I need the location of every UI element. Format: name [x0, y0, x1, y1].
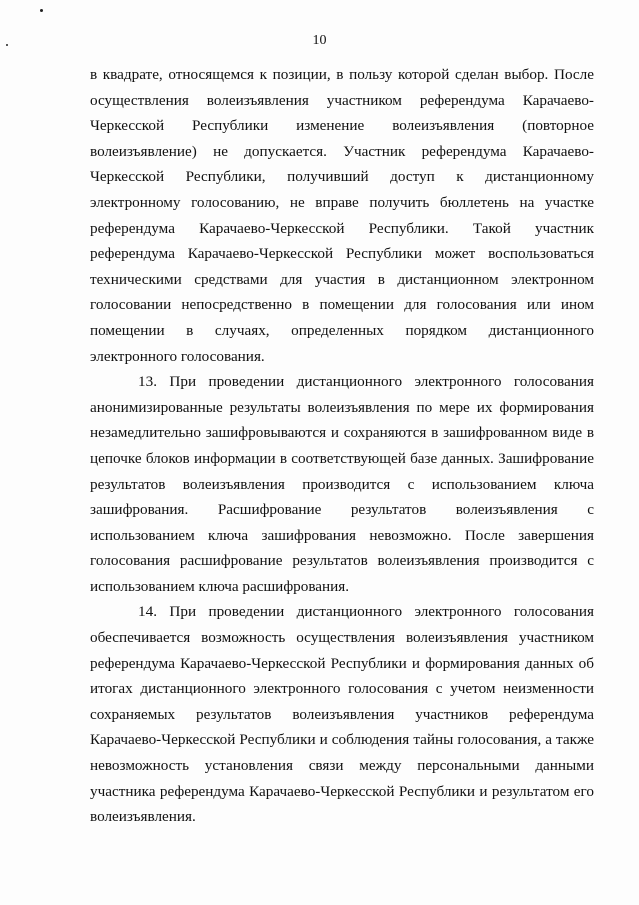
page-number: 10	[312, 33, 327, 48]
scan-speck	[40, 9, 43, 12]
document-body	[90, 62, 594, 830]
paragraph-item-13: 13. При проведении дистанционного электронного голосования анонимизированные результаты волеизъявления по мере их формирования незамедлительно зашифровываются и сохраняются в зашифрованном виде в цепочке блоков информации в соответствующей базе данных. Зашифрование результатов волеизъявления производится с использованием ключа зашифрования. Расшифрование результатов волеизъявления с использованием ключа зашифрования невозможно. После завершения голосования расшифрование результатов волеизъявления производится с использованием ключа расшифрования.	[90, 373, 594, 595]
paragraph-item-14: 14. При проведении дистанционного электронного голосования обеспечивается возможность осуществления волеизъявления участником референдума Карачаево-Черкесской Республики и формирования данных об итогах дистанционного электронного голосования с учетом неизменности сохраняемых результатов волеизъявления участников референдума Карачаево-Черкесской Республики и соблюдения тайны голосования, а также невозможность установления связи между персональными данными участника референдума Карачаево-Черкесской Республики и результатом его волеизъявления.	[90, 603, 594, 826]
paragraph-continuation: в квадрате, относящемся к позиции, в пользу которой сделан выбор. После осуществления волеизъявления участником референдума Карачаево-Черкесской Республики изменение волеизъявления (повторное волеизъявление) не допускается. Участник референдума Карачаево-Черкесской Республики, получивший доступ к дистанционному электронному голосованию, не вправе получить бюллетень на участке референдума Карачаево-Черкесской Республики. Такой участник референдума Карачаево-Черкесской Республики может воспользоваться техническими средствами для участия в дистанционном электронном голосовании непосредственно в помещении для голосования или ином помещении в случаях, определенных порядком дистанционного электронного голосования.	[90, 66, 594, 365]
